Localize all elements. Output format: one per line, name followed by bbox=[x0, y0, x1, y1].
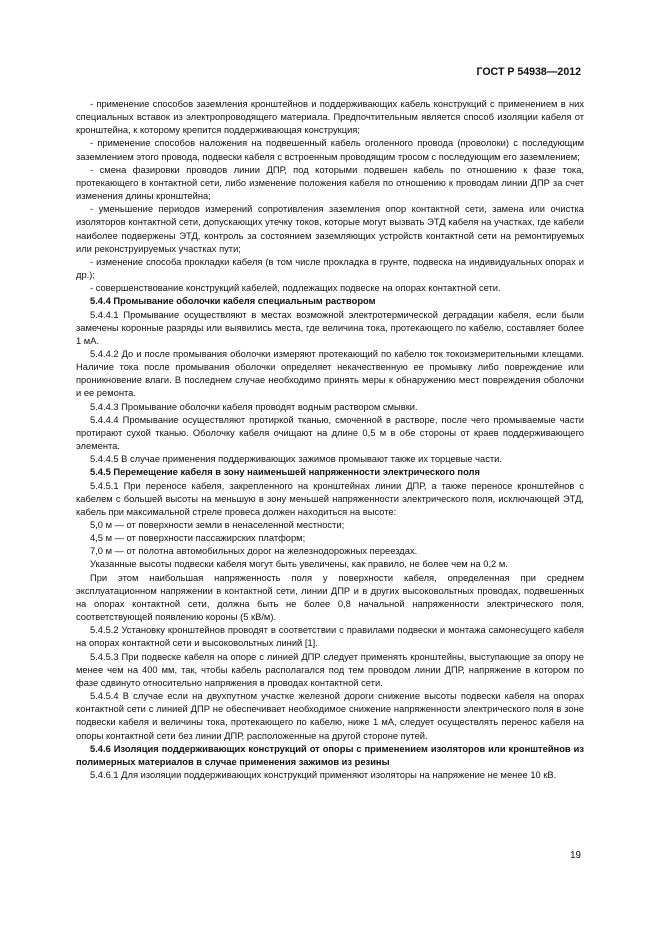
paragraph: - применение способов заземления кронштейнов и поддерживающих кабель конструкций с применением в них специальных вставок из электропроводящего материала. Предпочтительным является способ изоляции кабеля от кронштейна, к которому крепится поддерживающая конструкция; bbox=[76, 99, 584, 136]
paragraph: 5.4.5.3 При подвеске кабеля на опоре с линией ДПР следует применять кронштейны, выступающие за опору не менее чем на 400 мм, так, чтобы кабель располагался под тем проводом линии ДПР, напряжение в котором по фазе сдвинуто относительно напряжения в проводах контактной сети. bbox=[76, 651, 584, 688]
paragraph: 5.4.5.1 При переносе кабеля, закрепленного на кронштейнах линии ДПР, а также переносе кронштейнов с кабелем с большей высоты на меньшую в зону меньшей напряженности электрического поля, исключающей ЭТД, кабель при максимальной стреле провеса должен находиться на высоте: bbox=[76, 480, 584, 517]
paragraph: 4,5 м — от поверхности пассажирских платформ; bbox=[90, 533, 306, 544]
paragraph: 5.4.4.4 Промывание осуществляют протиркой тканью, смоченной в растворе, после чего промываемые части протирают сухой тканью. Оболочку кабеля очищают на длине 0,5 м в обе стороны от краев поддерживающего элемента. bbox=[76, 414, 584, 452]
section-heading: 5.4.4 Промывание оболочки кабеля специальным раствором bbox=[90, 296, 376, 307]
paragraph: - применение способов наложения на подвешенный кабель оголенного провода (проволоки) с последующим заземлением этого провода, подвески кабеля с встроенным проводящим тросом с последующим его заземлением; bbox=[76, 138, 584, 162]
paragraph: 5.4.4.1 Промывание осуществляют в местах возможной электротермической деградации кабеля, если были замечены коронные разряды или выявились места, где величина тока, протекающего по кабелю, составляет более 1 мА. bbox=[76, 309, 584, 346]
paragraph: 5.4.5.2 Установку кронштейнов проводят в соответствии с правилами подвески и монтажа самонесущего кабеля на опорах контактной сети и высоковольтных линий [1]. bbox=[76, 625, 584, 649]
section-heading: 5.4.6 Изоляция поддерживающих конструкций от опоры с применением изоляторов или кронштейнов из полимерных материалов в случае применения зажимов из резины bbox=[76, 743, 584, 767]
paragraph: 5,0 м — от поверхности земли в ненаселенной местности; bbox=[90, 520, 345, 530]
paragraph: 5.4.6.1 Для изоляции поддерживающих конструкций применяют изоляторы на напряжение не менее 10 кВ. bbox=[90, 769, 557, 780]
paragraph: - совершенствование конструкций кабелей, подлежащих подвеске на опорах контактной сети. bbox=[90, 283, 501, 294]
paragraph: 5.4.4.2 До и после промывания оболочки измеряют протекающий по кабелю ток токоизмерительными клещами. Наличие тока после промывания оболочки определяет некачественную ее промывку либо повреждение или проникновение влаги. В последнем случае необходимо принять меры к обнаружению мест повреждения оболочки и ее ремонта. bbox=[76, 348, 584, 399]
document-body bbox=[76, 98, 584, 782]
paragraph: 5.4.5.4 В случае если на двухпутном участке железной дороги снижение высоты подвески кабеля на опорах контактной сети с линией ДПР не обеспечивает необходимое снижение напряженности электрического поля в зоне подвески кабеля и величины тока, протекающего по кабелю, ниже 1 мА, следует осуществлять перенос кабеля на опоры контактной сети без линии ДПР, расположенные на другой стороне путей. bbox=[76, 691, 584, 741]
paragraph: Указанные высоты подвески кабеля могут быть увеличены, как правило, не более чем на 0,2 м. bbox=[90, 559, 508, 570]
paragraph: - уменьшение периодов измерений сопротивления заземления опор контактной сети, замена или очистка изоляторов контактной сети, допускающих утечку токов, которые могут вызвать ЭТД кабеля на участках, где кабели наиболее подвержены ЭТД, контроль за состоянием заземляющих устройств контактной сети на ремонтируемых или реконструируемых участках пути; bbox=[76, 204, 584, 254]
document-header: ГОСТ Р 54938—2012 bbox=[476, 66, 581, 78]
paragraph: 5.4.4.5 В случае применения поддерживающих зажимов промывают также их торцевые части. bbox=[90, 454, 502, 465]
paragraph: При этом наибольшая напряженность поля у поверхности кабеля, определенная при среднем эксплуатационном напряжении в контактной сети, линии ДПР и в других высоковольтных проводах, подвешенных на опорах контактной сети, должна быть не более 0,8 начальной напряженности электрического поля, соответствующей появлению короны (5 кВ/м). bbox=[76, 572, 584, 623]
paragraph: - смена фазировки проводов линии ДПР, под которыми подвешен кабель по отношению к фазе тока, протекающего в контактной сети, либо изменение положения кабеля по отношению к проводам линии ДПР за счет изменения длины кронштейна; bbox=[76, 164, 584, 202]
paragraph: 7,0 м — от полотна автомобильных дорог на железнодорожных переездах. bbox=[90, 546, 418, 557]
paragraph: - изменение способа прокладки кабеля (в том числе прокладка в грунте, подвеска на индивидуальных опорах и др.); bbox=[76, 256, 584, 281]
paragraph: 5.4.4.3 Промывание оболочки кабеля проводят водным раствором смывки. bbox=[90, 401, 418, 412]
section-heading: 5.4.5 Перемещение кабеля в зону наименьшей напряженности электрического поля bbox=[90, 467, 480, 478]
page-number: 19 bbox=[570, 850, 581, 861]
